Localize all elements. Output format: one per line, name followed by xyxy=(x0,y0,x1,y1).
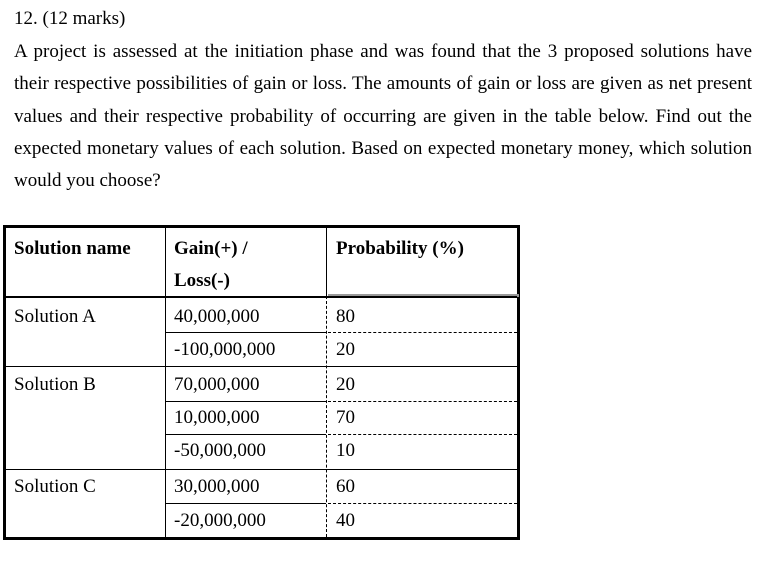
header-separator xyxy=(6,296,517,298)
solution-b-probability-2: 70 xyxy=(336,407,355,428)
question-heading: 12. (12 marks) xyxy=(14,8,126,29)
row-divider-c1-prob xyxy=(328,503,517,504)
header-solution-name: Solution name xyxy=(14,238,131,259)
group-divider-a-b xyxy=(6,366,517,367)
header-gain-loss-line2: Loss(-) xyxy=(174,270,230,291)
solution-a-probability-2: 20 xyxy=(336,339,355,360)
solution-b-probability-1: 20 xyxy=(336,374,355,395)
solution-c-probability-2: 40 xyxy=(336,510,355,531)
header-gain-loss-line1: Gain(+) / xyxy=(174,238,248,259)
row-divider-c1 xyxy=(165,503,326,504)
solution-a-probability-1: 80 xyxy=(336,306,355,327)
column-divider-probability-dashed xyxy=(326,296,327,537)
group-divider-b-c xyxy=(6,469,517,470)
solution-c-value-2: -20,000,000 xyxy=(174,510,266,531)
solution-a-name: Solution A xyxy=(14,306,96,327)
row-divider-a1-prob xyxy=(328,332,517,333)
header-probability: Probability (%) xyxy=(336,238,464,259)
row-divider-b1-prob xyxy=(328,401,517,402)
solution-b-probability-3: 10 xyxy=(336,440,355,461)
column-divider-name xyxy=(165,228,166,537)
column-divider-probability xyxy=(326,228,327,296)
question-text: A project is assessed at the initiation phase and was found that the 3 proposed solutions have their respective possibilities of gain or loss. The amounts of gain or loss are given as net present values and their respective probability of occurring are given in the table below. Find out the expected monetary values of each solution. Based on expected monetary money, which solution would you choose? xyxy=(14,41,752,192)
solution-c-name: Solution C xyxy=(14,476,96,497)
solution-c-probability-1: 60 xyxy=(336,476,355,497)
row-divider-b2-prob xyxy=(328,434,517,435)
solution-b-value-3: -50,000,000 xyxy=(174,440,266,461)
solution-c-value-1: 30,000,000 xyxy=(174,476,260,497)
solutions-table xyxy=(3,225,520,540)
solution-a-value-2: -100,000,000 xyxy=(174,339,276,360)
solution-a-value-1: 40,000,000 xyxy=(174,306,260,327)
solution-b-value-1: 70,000,000 xyxy=(174,374,260,395)
solution-b-value-2: 10,000,000 xyxy=(174,407,260,428)
solution-b-name: Solution B xyxy=(14,374,96,395)
